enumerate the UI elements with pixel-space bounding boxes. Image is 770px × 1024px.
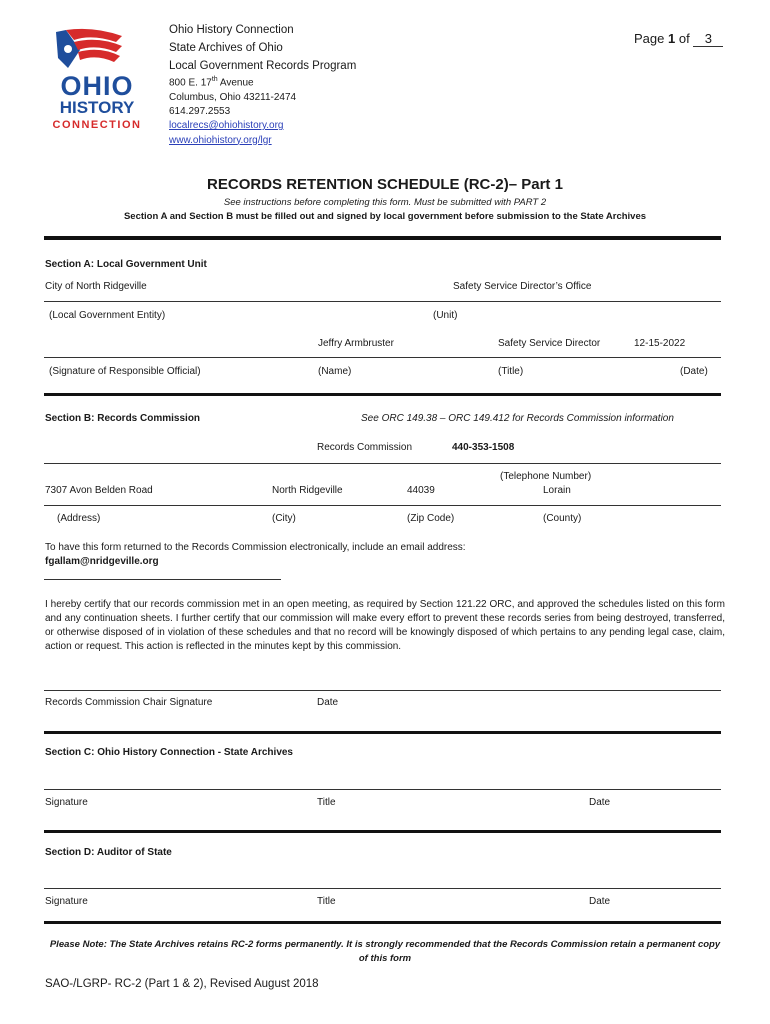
header-email-link[interactable]: localrecs@ohiohistory.org xyxy=(169,120,284,132)
email-prompt: To have this form returned to the Records Commission electronically, include an email address: xyxy=(45,542,466,553)
city-label: (City) xyxy=(272,513,296,524)
section-d-title-label: Title xyxy=(317,896,336,907)
footer-note: Please Note: The State Archives retains RC-2 forms permanently. It is strongly recommended that the Records Commission retain a permanent copy of this form xyxy=(49,939,721,964)
phone-value[interactable]: 440-353-1508 xyxy=(452,442,515,453)
entity-value[interactable]: City of North Ridgeville xyxy=(45,281,147,292)
form-requirement: Section A and Section B must be filled out and signed by local government before submission to the State Archives xyxy=(123,211,647,222)
form-instructions: See instructions before completing this form. Must be submitted with PART 2 xyxy=(223,197,547,208)
section-b-divider xyxy=(44,731,721,734)
phone-label: (Telephone Number) xyxy=(500,471,592,482)
title-value[interactable]: Safety Service Director xyxy=(498,338,601,349)
date-label: (Date) xyxy=(680,366,708,377)
certification-text: I hereby certify that our records commission met in an open meeting, as required by Section 121.22 ORC, and approved the schedules listed on this form and any continuation sheets. I further certify that our commission will make every effort to prevent these records series from being destroyed, transferred, or otherwise disposed of in violation of these schedules and that no record will be knowingly disposed of which pertains to any pending legal case, claim, action or request. This action is reflected in the minutes kept by this commission. xyxy=(45,599,725,652)
commission-label: Records Commission xyxy=(317,442,413,453)
section-d-signature-line xyxy=(44,888,721,889)
address-label: (Address) xyxy=(57,513,101,524)
address-value[interactable]: 7307 Avon Belden Road xyxy=(45,485,153,496)
city-value[interactable]: North Ridgeville xyxy=(272,485,343,496)
date-value[interactable]: 12-15-2022 xyxy=(634,338,686,349)
title-divider xyxy=(44,236,721,240)
zip-label: (Zip Code) xyxy=(407,513,455,524)
header-org-block xyxy=(169,21,356,75)
section-c-date-label: Date xyxy=(589,797,611,808)
section-c-signature-label: Signature xyxy=(45,797,88,808)
section-d-heading: Section D: Auditor of State xyxy=(45,847,172,858)
orc-note: See ORC 149.38 – ORC 149.412 for Records Commission information xyxy=(361,413,674,424)
name-value[interactable]: Jeffry Armbruster xyxy=(318,338,394,349)
header-contact-block xyxy=(169,73,296,148)
section-a-divider xyxy=(44,393,721,396)
title-label: (Title) xyxy=(498,366,524,377)
section-c-divider xyxy=(44,830,721,833)
signature-label: (Signature of Responsible Official) xyxy=(49,366,201,377)
chair-signature-label: Records Commission Chair Signature xyxy=(45,697,213,708)
form-id: SAO-/LGRP- RC-2 (Part 1 & 2), Revised August 2018 xyxy=(45,978,319,990)
email-value[interactable]: fgallam@nridgeville.org xyxy=(45,556,159,567)
zip-value[interactable]: 44039 xyxy=(407,485,435,496)
commission-line xyxy=(44,463,721,464)
header-org: Ohio History Connection xyxy=(169,24,294,36)
form-title: RECORDS RETENTION SCHEDULE (RC-2)– Part 1 xyxy=(207,176,563,193)
flag-icon xyxy=(44,28,150,74)
chair-signature-line xyxy=(44,690,721,691)
header-website-link[interactable]: www.ohiohistory.org/lgr xyxy=(169,134,272,146)
entity-label: (Local Government Entity) xyxy=(49,310,166,321)
county-value[interactable]: Lorain xyxy=(543,485,571,496)
header-program: Local Government Records Program xyxy=(169,60,357,72)
ohio-history-connection-logo xyxy=(44,28,150,136)
name-label: (Name) xyxy=(318,366,352,377)
email-line xyxy=(44,579,281,580)
signature-line xyxy=(44,357,721,358)
header-city: Columbus, Ohio 43211-2474 xyxy=(169,91,297,103)
page-indicator: Page 1 of 3 xyxy=(634,31,723,47)
section-d-date-label: Date xyxy=(589,896,611,907)
county-label: (County) xyxy=(543,513,582,524)
section-d-signature-label: Signature xyxy=(45,896,88,907)
logo-word-history: HISTORY xyxy=(59,98,135,117)
header-address: 800 E. 17th Avenue xyxy=(169,76,254,89)
section-a-heading: Section A: Local Government Unit xyxy=(45,259,207,270)
entity-line xyxy=(44,301,721,302)
chair-date-label: Date xyxy=(317,697,339,708)
section-c-heading: Section C: Ohio History Connection - State Archives xyxy=(45,747,293,758)
logo-word-ohio: OHIO xyxy=(60,71,134,101)
section-d-divider xyxy=(44,921,721,924)
unit-value[interactable]: Safety Service Director’s Office xyxy=(453,281,592,292)
address-line xyxy=(44,505,721,506)
logo-word-connection: CONNECTION xyxy=(52,119,142,131)
header-phone: 614.297.2553 xyxy=(169,105,231,117)
section-c-title-label: Title xyxy=(317,797,336,808)
section-c-signature-line xyxy=(44,789,721,790)
section-b-heading: Section B: Records Commission xyxy=(45,413,201,424)
header-dept: State Archives of Ohio xyxy=(169,42,283,54)
unit-label: (Unit) xyxy=(433,310,458,321)
